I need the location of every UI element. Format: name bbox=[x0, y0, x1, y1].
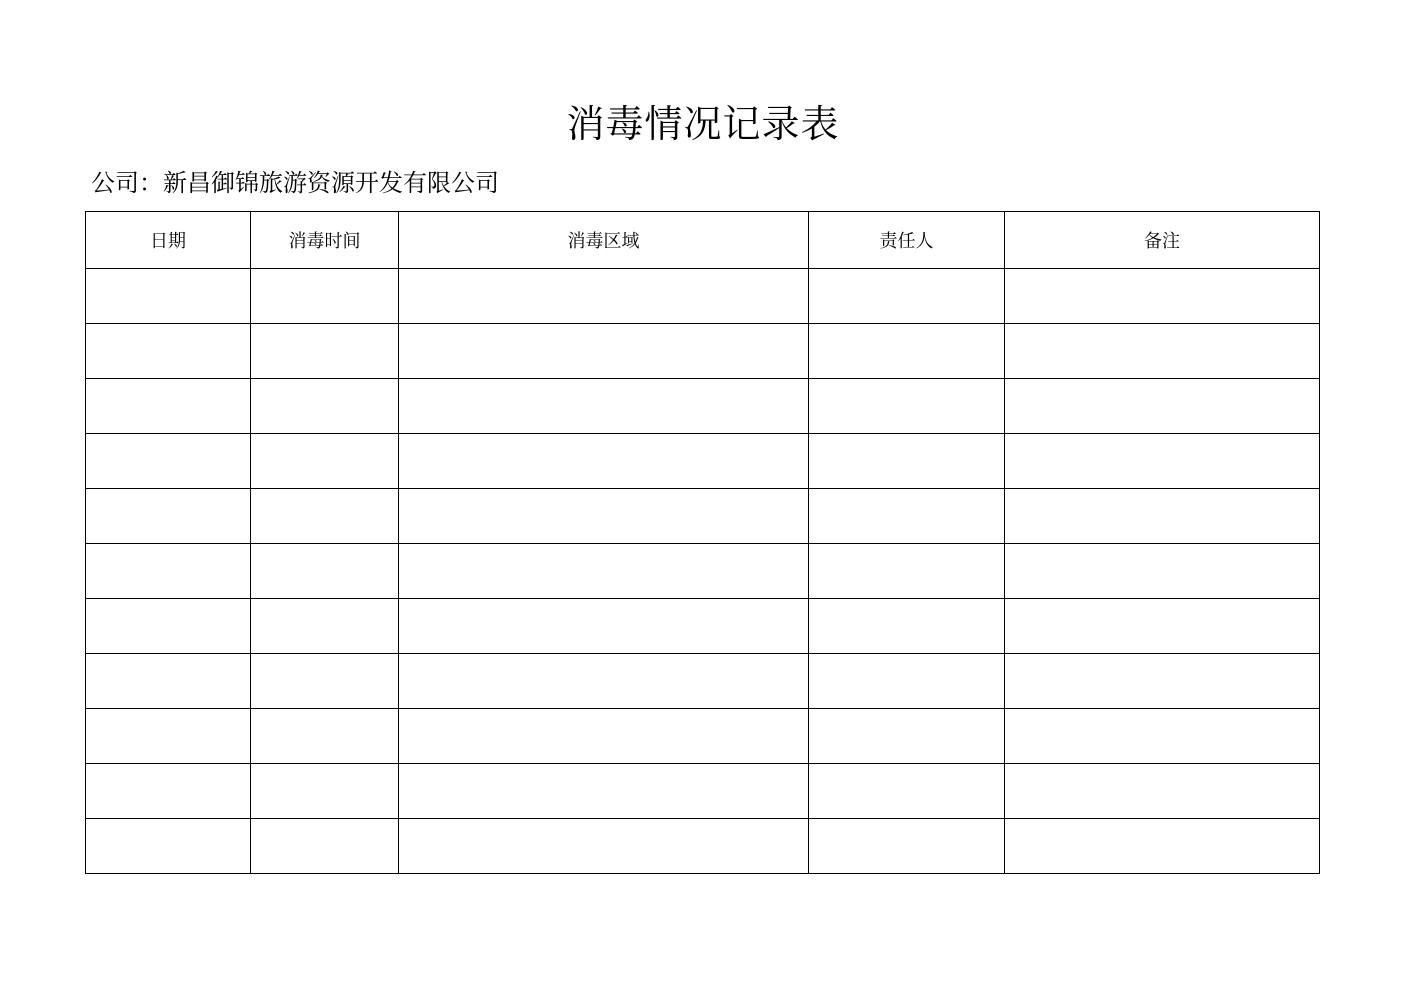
disinfection-time-cell[interactable] bbox=[251, 434, 399, 489]
responsible-person-cell[interactable] bbox=[809, 709, 1005, 764]
date-cell[interactable] bbox=[86, 269, 251, 324]
disinfection-time-cell[interactable] bbox=[251, 764, 399, 819]
disinfection-area-cell[interactable] bbox=[399, 764, 809, 819]
column-header-responsible-person: 责任人 bbox=[809, 212, 1005, 269]
table-row bbox=[86, 489, 1320, 544]
date-cell[interactable] bbox=[86, 654, 251, 709]
responsible-person-cell[interactable] bbox=[809, 544, 1005, 599]
column-header-disinfection-time: 消毒时间 bbox=[251, 212, 399, 269]
table-body bbox=[86, 269, 1320, 874]
document-title: 消毒情况记录表 bbox=[566, 102, 840, 146]
responsible-person-cell[interactable] bbox=[809, 654, 1005, 709]
remarks-cell[interactable] bbox=[1005, 324, 1320, 379]
disinfection-time-cell[interactable] bbox=[251, 489, 399, 544]
disinfection-area-cell[interactable] bbox=[399, 654, 809, 709]
disinfection-area-cell[interactable] bbox=[399, 489, 809, 544]
disinfection-time-cell[interactable] bbox=[251, 599, 399, 654]
disinfection-area-cell[interactable] bbox=[399, 599, 809, 654]
date-cell[interactable] bbox=[86, 544, 251, 599]
date-cell[interactable] bbox=[86, 764, 251, 819]
date-cell[interactable] bbox=[86, 489, 251, 544]
disinfection-time-cell[interactable] bbox=[251, 819, 399, 874]
remarks-cell[interactable] bbox=[1005, 434, 1320, 489]
table-row bbox=[86, 269, 1320, 324]
remarks-cell[interactable] bbox=[1005, 654, 1320, 709]
table-row bbox=[86, 654, 1320, 709]
disinfection-time-cell[interactable] bbox=[251, 379, 399, 434]
remarks-cell[interactable] bbox=[1005, 489, 1320, 544]
responsible-person-cell[interactable] bbox=[809, 819, 1005, 874]
disinfection-area-cell[interactable] bbox=[399, 819, 809, 874]
date-cell[interactable] bbox=[86, 819, 251, 874]
date-cell[interactable] bbox=[86, 324, 251, 379]
table-row bbox=[86, 819, 1320, 874]
responsible-person-cell[interactable] bbox=[809, 269, 1005, 324]
responsible-person-cell[interactable] bbox=[809, 379, 1005, 434]
table-row bbox=[86, 599, 1320, 654]
disinfection-area-cell[interactable] bbox=[399, 324, 809, 379]
disinfection-time-cell[interactable] bbox=[251, 269, 399, 324]
responsible-person-cell[interactable] bbox=[809, 599, 1005, 654]
table-row bbox=[86, 324, 1320, 379]
disinfection-time-cell[interactable] bbox=[251, 324, 399, 379]
table-header-row bbox=[86, 212, 1320, 269]
table-row bbox=[86, 764, 1320, 819]
remarks-cell[interactable] bbox=[1005, 599, 1320, 654]
responsible-person-cell[interactable] bbox=[809, 764, 1005, 819]
column-header-remarks: 备注 bbox=[1005, 212, 1320, 269]
date-cell[interactable] bbox=[86, 599, 251, 654]
table-row bbox=[86, 544, 1320, 599]
table-row bbox=[86, 709, 1320, 764]
disinfection-record-table bbox=[85, 211, 1320, 874]
disinfection-time-cell[interactable] bbox=[251, 709, 399, 764]
company-line: 公司：新昌御锦旅游资源开发有限公司 bbox=[91, 169, 499, 197]
disinfection-area-cell[interactable] bbox=[399, 379, 809, 434]
disinfection-area-cell[interactable] bbox=[399, 434, 809, 489]
disinfection-time-cell[interactable] bbox=[251, 544, 399, 599]
date-cell[interactable] bbox=[86, 709, 251, 764]
remarks-cell[interactable] bbox=[1005, 819, 1320, 874]
disinfection-area-cell[interactable] bbox=[399, 709, 809, 764]
disinfection-area-cell[interactable] bbox=[399, 269, 809, 324]
column-header-disinfection-area: 消毒区域 bbox=[399, 212, 809, 269]
remarks-cell[interactable] bbox=[1005, 764, 1320, 819]
remarks-cell[interactable] bbox=[1005, 379, 1320, 434]
remarks-cell[interactable] bbox=[1005, 709, 1320, 764]
column-header-date: 日期 bbox=[86, 212, 251, 269]
responsible-person-cell[interactable] bbox=[809, 489, 1005, 544]
date-cell[interactable] bbox=[86, 434, 251, 489]
responsible-person-cell[interactable] bbox=[809, 434, 1005, 489]
remarks-cell[interactable] bbox=[1005, 269, 1320, 324]
date-cell[interactable] bbox=[86, 379, 251, 434]
remarks-cell[interactable] bbox=[1005, 544, 1320, 599]
disinfection-area-cell[interactable] bbox=[399, 544, 809, 599]
responsible-person-cell[interactable] bbox=[809, 324, 1005, 379]
table-row bbox=[86, 379, 1320, 434]
disinfection-time-cell[interactable] bbox=[251, 654, 399, 709]
table-row bbox=[86, 434, 1320, 489]
